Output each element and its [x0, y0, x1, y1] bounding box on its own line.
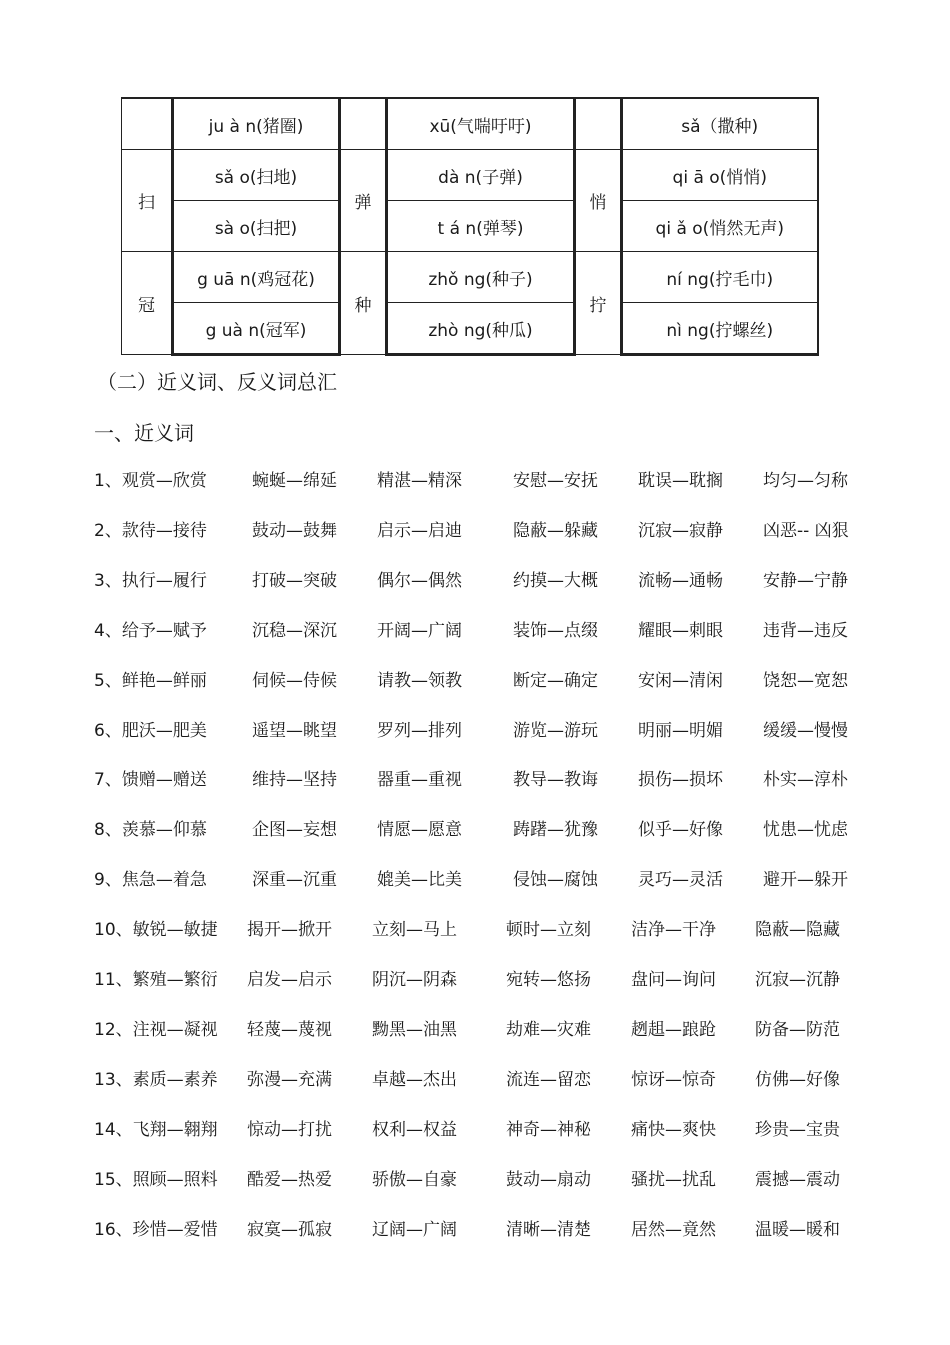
- synonym-pair: 顿时—立刻: [506, 920, 591, 941]
- synonym-pair: 打破—突破: [252, 570, 337, 591]
- pinyin-cell: sǎ o(扫地): [173, 150, 340, 201]
- char-cell: 种: [340, 252, 387, 355]
- char-cell: [122, 98, 173, 150]
- synonym-pair: 骚扰—扰乱: [631, 1169, 716, 1190]
- synonym-pair: 企图—妄想: [252, 820, 337, 841]
- pinyin-cell: nì ng(拧螺丝): [622, 303, 818, 355]
- synonym-pair: 轻蔑—蔑视: [247, 1019, 332, 1040]
- synonym-pair: 深重—沉重: [252, 870, 337, 891]
- char-cell: 扫: [122, 150, 173, 252]
- synonym-pair: 2、款待—接待: [94, 520, 207, 541]
- synonym-pair: 居然—竟然: [631, 1219, 716, 1240]
- synonym-pair: 1、观赏—欣赏: [94, 471, 207, 491]
- char-cell: 弹: [340, 150, 387, 252]
- synonym-pair: 器重—重视: [377, 770, 462, 791]
- synonym-pair: 沉寂—沉静: [755, 970, 840, 990]
- pinyin-cell: ju à n(猪圈): [173, 98, 340, 150]
- table-row: [122, 201, 818, 252]
- synonym-pair: 仿佛—好像: [755, 1069, 840, 1090]
- table-row: [122, 252, 818, 303]
- synonym-pair: 揭开—掀开: [247, 920, 332, 941]
- synonym-pair: 鼓动—扇动: [506, 1169, 591, 1190]
- synonym-pair: 似乎—好像: [638, 820, 723, 841]
- synonym-row: [0, 865, 950, 895]
- synonym-pair: 安静—宁静: [763, 570, 848, 591]
- pronunciation-table: [121, 97, 819, 356]
- synonym-pair: 6、肥沃—肥美: [94, 720, 207, 741]
- synonym-row: [0, 1115, 950, 1145]
- synonym-pair: 酷爱—热爱: [247, 1169, 332, 1190]
- synonym-pair: 隐蔽—躲藏: [513, 520, 598, 541]
- synonym-pair: 权利—权益: [372, 1119, 457, 1140]
- synonym-row: [0, 616, 950, 646]
- pinyin-cell: ní ng(拧毛巾): [622, 252, 818, 303]
- synonym-pair: 踌躇—犹豫: [513, 820, 598, 841]
- synonym-pair: 精湛—精深: [377, 471, 462, 491]
- synonym-row: [0, 965, 950, 995]
- synonym-pair: 防备—防范: [755, 1019, 840, 1040]
- synonym-pair: 清晰—清楚: [506, 1219, 591, 1240]
- char-cell: 悄: [575, 150, 622, 252]
- char-cell: 冠: [122, 252, 173, 355]
- synonym-pair: 明丽—明媚: [638, 720, 723, 741]
- synonym-row: [0, 566, 950, 596]
- synonym-pair: 洁净—干净: [631, 920, 716, 941]
- synonym-pair: 鼓动—鼓舞: [252, 520, 337, 541]
- synonym-row: [0, 466, 950, 496]
- synonym-pair: 神奇—神秘: [506, 1119, 591, 1140]
- synonym-pair: 8、羡慕—仰慕: [94, 820, 207, 841]
- synonym-pair: 教导—教诲: [513, 770, 598, 791]
- pinyin-cell: t á n(弹琴): [387, 201, 575, 252]
- synonym-pair: 寂寞—孤寂: [247, 1219, 332, 1240]
- synonym-pair: 宛转—悠扬: [506, 970, 591, 990]
- synonym-pair: 珍贵—宝贵: [755, 1119, 840, 1140]
- table-row: [122, 303, 818, 355]
- synonym-pair: 偶尔—偶然: [377, 570, 462, 591]
- synonym-pair: 耀眼—刺眼: [638, 620, 723, 641]
- synonym-pair: 惊讶—惊奇: [631, 1069, 716, 1090]
- table-row: [122, 150, 818, 201]
- synonym-pair: 11、繁殖—繁衍: [94, 970, 218, 990]
- synonym-pair: 痛快—爽快: [631, 1119, 716, 1140]
- synonym-pair: 5、鲜艳—鲜丽: [94, 670, 207, 691]
- synonym-pair: 3、执行—履行: [94, 570, 207, 591]
- synonym-pair: 14、飞翔—翱翔: [94, 1119, 218, 1140]
- synonym-pair: 黝黑—油黑: [372, 1019, 457, 1040]
- synonym-pair: 违背—违反: [763, 620, 848, 641]
- synonym-pair: 16、珍惜—爱惜: [94, 1219, 218, 1240]
- synonym-pair: 12、注视—凝视: [94, 1019, 218, 1040]
- synonym-pair: 遥望—眺望: [252, 720, 337, 741]
- char-cell: [575, 98, 622, 150]
- synonym-pair: 凶恶-- 凶狠: [763, 520, 849, 541]
- pinyin-cell: zhǒ ng(种子): [387, 252, 575, 303]
- synonym-row: [0, 666, 950, 696]
- section-title: （二）近义词、反义词总汇: [97, 370, 337, 394]
- char-cell: [340, 98, 387, 150]
- synonym-pair: 避开—躲开: [763, 870, 848, 891]
- pinyin-cell: g uā n(鸡冠花): [173, 252, 340, 303]
- synonym-pair: 劫难—灾难: [506, 1019, 591, 1040]
- synonym-pair: 10、敏锐—敏捷: [94, 920, 218, 941]
- synonym-pair: 温暖—暖和: [755, 1219, 840, 1240]
- synonym-pair: 情愿—愿意: [377, 820, 462, 841]
- synonym-row: [0, 915, 950, 945]
- synonym-pair: 装饰—点缀: [513, 620, 598, 641]
- synonym-pair: 15、照顾—照料: [94, 1169, 218, 1190]
- synonym-pair: 罗列—排列: [377, 720, 462, 741]
- synonym-pair: 灵巧—灵活: [638, 870, 723, 891]
- synonym-pair: 骄傲—自豪: [372, 1169, 457, 1190]
- synonym-pair: 立刻—马上: [372, 920, 457, 941]
- synonym-pair: 阴沉—阴森: [372, 970, 457, 990]
- synonym-pair: 饶恕—宽恕: [763, 670, 848, 691]
- synonym-pair: 侵蚀—腐蚀: [513, 870, 598, 891]
- synonym-pair: 游览—游玩: [513, 720, 598, 741]
- pinyin-cell: xū(气喘吁吁): [387, 98, 575, 150]
- synonym-row: [0, 1015, 950, 1045]
- synonym-pair: 9、焦急—着急: [94, 870, 207, 891]
- synonym-pair: 伺候—侍候: [252, 670, 337, 691]
- synonym-pair: 媲美—比美: [377, 870, 462, 891]
- synonym-pair: 震撼—震动: [755, 1169, 840, 1190]
- pinyin-cell: qi ǎ o(悄然无声): [622, 201, 818, 252]
- synonym-pair: 忧患—忧虑: [763, 820, 848, 841]
- synonym-row: [0, 1165, 950, 1195]
- pinyin-cell: qi ā o(悄悄): [622, 150, 818, 201]
- synonym-pair: 盘问—询问: [631, 970, 716, 990]
- synonym-pair: 7、馈赠—赠送: [94, 770, 207, 791]
- pinyin-cell: sà o(扫把): [173, 201, 340, 252]
- synonym-pair: 沉寂—寂静: [638, 520, 723, 541]
- synonym-pair: 请教—领教: [377, 670, 462, 691]
- synonym-pair: 安闲—清闲: [638, 670, 723, 691]
- sub-title: 一、近义词: [94, 421, 194, 445]
- synonym-row: [0, 765, 950, 795]
- synonym-pair: 缓缓—慢慢: [763, 720, 848, 741]
- pinyin-cell: sǎ（撒种): [622, 98, 818, 150]
- pinyin-cell: dà n(子弹): [387, 150, 575, 201]
- synonym-row: [0, 1215, 950, 1245]
- synonym-pair: 启示—启迪: [377, 520, 462, 541]
- synonym-row: [0, 516, 950, 546]
- synonym-pair: 朴实—淳朴: [763, 770, 848, 791]
- synonym-pair: 均匀—匀称: [763, 471, 848, 491]
- char-cell: 拧: [575, 252, 622, 355]
- pinyin-cell: zhò ng(种瓜): [387, 303, 575, 355]
- synonym-pair: 维持—坚持: [252, 770, 337, 791]
- synonym-pair: 惊动—打扰: [247, 1119, 332, 1140]
- synonym-row: [0, 815, 950, 845]
- synonym-pair: 耽误—耽搁: [638, 471, 723, 491]
- synonym-row: [0, 1065, 950, 1095]
- table-row: [122, 98, 818, 150]
- synonym-pair: 开阔—广阔: [377, 620, 462, 641]
- synonym-pair: 蜿蜒—绵延: [252, 471, 337, 491]
- synonym-pair: 安慰—安抚: [513, 471, 598, 491]
- synonym-pair: 13、素质—素养: [94, 1069, 218, 1090]
- synonym-pair: 启发—启示: [247, 970, 332, 990]
- synonym-pair: 损伤—损坏: [638, 770, 723, 791]
- synonym-pair: 4、给予—赋予: [94, 620, 207, 641]
- synonym-pair: 隐蔽—隐藏: [755, 920, 840, 941]
- synonym-pair: 趔趄—踉跄: [631, 1019, 716, 1040]
- synonym-pair: 弥漫—充满: [247, 1069, 332, 1090]
- synonym-pair: 卓越—杰出: [372, 1069, 457, 1090]
- synonym-row: [0, 716, 950, 746]
- synonym-pair: 断定—确定: [513, 670, 598, 691]
- synonym-pair: 流连—留恋: [506, 1069, 591, 1090]
- synonym-pair: 辽阔—广阔: [372, 1219, 457, 1240]
- synonym-pair: 流畅—通畅: [638, 570, 723, 591]
- synonym-pair: 约摸—大概: [513, 570, 598, 591]
- pinyin-cell: g uà n(冠军): [173, 303, 340, 355]
- synonym-pair: 沉稳—深沉: [252, 620, 337, 641]
